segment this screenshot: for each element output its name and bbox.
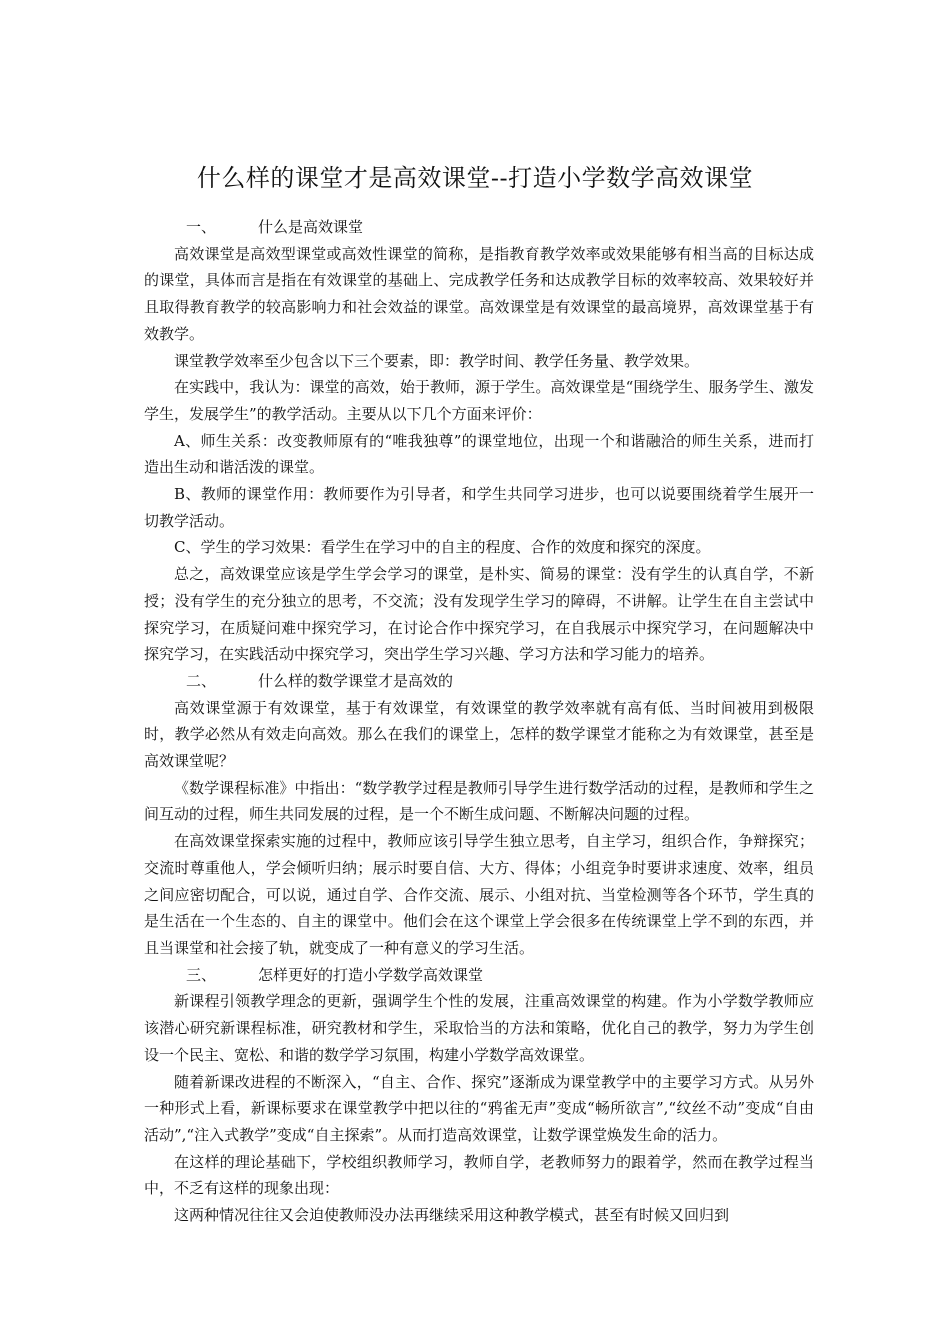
section-heading-text: 什么样的数学课堂才是高效的 xyxy=(258,671,454,690)
document-body xyxy=(144,214,814,1229)
paragraph: 在这样的理论基础下，学校组织教师学习，教师自学，老教师努力的跟着学，然而在教学过程当中，不乏有这样的现象出现： xyxy=(144,1152,814,1198)
paragraph: 在高效课堂探索实施的过程中，教师应该引导学生独立思考，自主学习，组织合作，争辩探究；交流时尊重他人，学会倾听归纳；展示时要自信、大方、得体；小组竞争时要讲求速度、效率，组员之间应密切配合，可以说，通过自学、合作交流、展示、小组对抗、当堂检测等各个环节，学生真的是生活在一个生态的、自主的课堂中。他们会在这个课堂上学会很多在传统课堂上学不到的东西，并且当课堂和社会接了轨，就变成了一种有意义的学习生活。 xyxy=(144,832,814,957)
section-heading-text: 怎样更好的打造小学数学高效课堂 xyxy=(258,965,484,984)
section-heading-3 xyxy=(144,962,814,989)
paragraph: 新课程引领教学理念的更新，强调学生个性的发展，注重高效课堂的构建。作为小学数学教师应该潜心研究新课程标准，研究教材和学生，采取恰当的方法和策略，优化自己的教学，努力为学生创设一个民主、宽松、和谐的数学学习氛围，构建小学数学高效课堂。 xyxy=(144,992,814,1064)
section-heading-text: 什么是高效课堂 xyxy=(258,218,364,236)
section-number: 二、 xyxy=(186,671,217,690)
paragraph: 课堂教学效率至少包含以下三个要素，即：教学时间、教学任务量、教学效果。 xyxy=(174,351,700,370)
paragraph: 随着新课改进程的不断深入，“自主、合作、探究”逐渐成为课堂教学中的主要学习方式。从另外一种形式上看，新课标要求在课堂教学中把以往的“鸦雀无声”变成“畅所欲言”,“纹丝不动”变成“自由活动”,“注入式教学”变成“自主探索”。从而打造高效课堂，让数学课堂焕发生命的活力。 xyxy=(144,1072,814,1144)
section-heading-1 xyxy=(144,214,814,241)
paragraph: 高效课堂是高效型课堂或高效性课堂的简称，是指教育教学效率或效果能够有相当高的目标达成的课堂，具体而言是指在有效课堂的基础上、完成教学任务和达成教学目标的效率较高、效果较好并且取得教育教学的较高影响力和社会效益的课堂。高效课堂是有效课堂的最高境界，高效课堂基于有效教学。 xyxy=(144,244,814,343)
paragraph: 高效课堂源于有效课堂，基于有效课堂，有效课堂的教学效率就有高有低、当时间被用到极限时，教学必然从有效走向高效。那么在我们的课堂上，怎样的数学课堂才能称之为有效课堂，甚至是高效课堂呢？ xyxy=(144,698,814,771)
section-number: 三、 xyxy=(186,965,217,984)
paragraph: 这两种情况往往又会迫使教师没办法再继续采用这种教学模式，甚至有时候又回归到 xyxy=(174,1206,730,1225)
paragraph: 《数学课程标准》中指出：“数学教学过程是教师引导学生进行数学活动的过程，是教师和学生之间互动的过程，师生共同发展的过程，是一个不断生成问题、不断解决问题的过程。 xyxy=(144,778,814,824)
paragraph: B、教师的课堂作用：教师要作为引导者，和学生共同学习进步，也可以说要围绕着学生展开一切教学活动。 xyxy=(144,485,814,530)
section-number: 一、 xyxy=(186,218,217,236)
section-heading-2 xyxy=(144,668,814,695)
document-title: 什么样的课堂才是高效课堂--打造小学数学高效课堂 xyxy=(196,164,754,192)
paragraph: C、学生的学习效果：看学生在学习中的自主的程度、合作的效度和探究的深度。 xyxy=(174,538,711,557)
paragraph: 总之，高效课堂应该是学生学会学习的课堂，是朴实、简易的课堂：没有学生的认真自学，不新授；没有学生的充分独立的思考，不交流；没有发现学生学习的障碍，不讲解。让学生在自主尝试中探究学习，在质疑问难中探究学习，在讨论合作中探究学习，在自我展示中探究学习，在问题解决中探究学习，在实践活动中探究学习，突出学生学习兴趣、学习方法和学习能力的培养。 xyxy=(144,565,814,664)
paragraph: A、师生关系：改变教师原有的“唯我独尊”的课堂地位，出现一个和谐融洽的师生关系，进而打造出生动和谐活泼的课堂。 xyxy=(144,431,814,477)
paragraph: 在实践中，我认为：课堂的高效，始于教师，源于学生。高效课堂是“围绕学生、服务学生、激发学生，发展学生”的教学活动。主要从以下几个方面来评价： xyxy=(144,378,814,423)
